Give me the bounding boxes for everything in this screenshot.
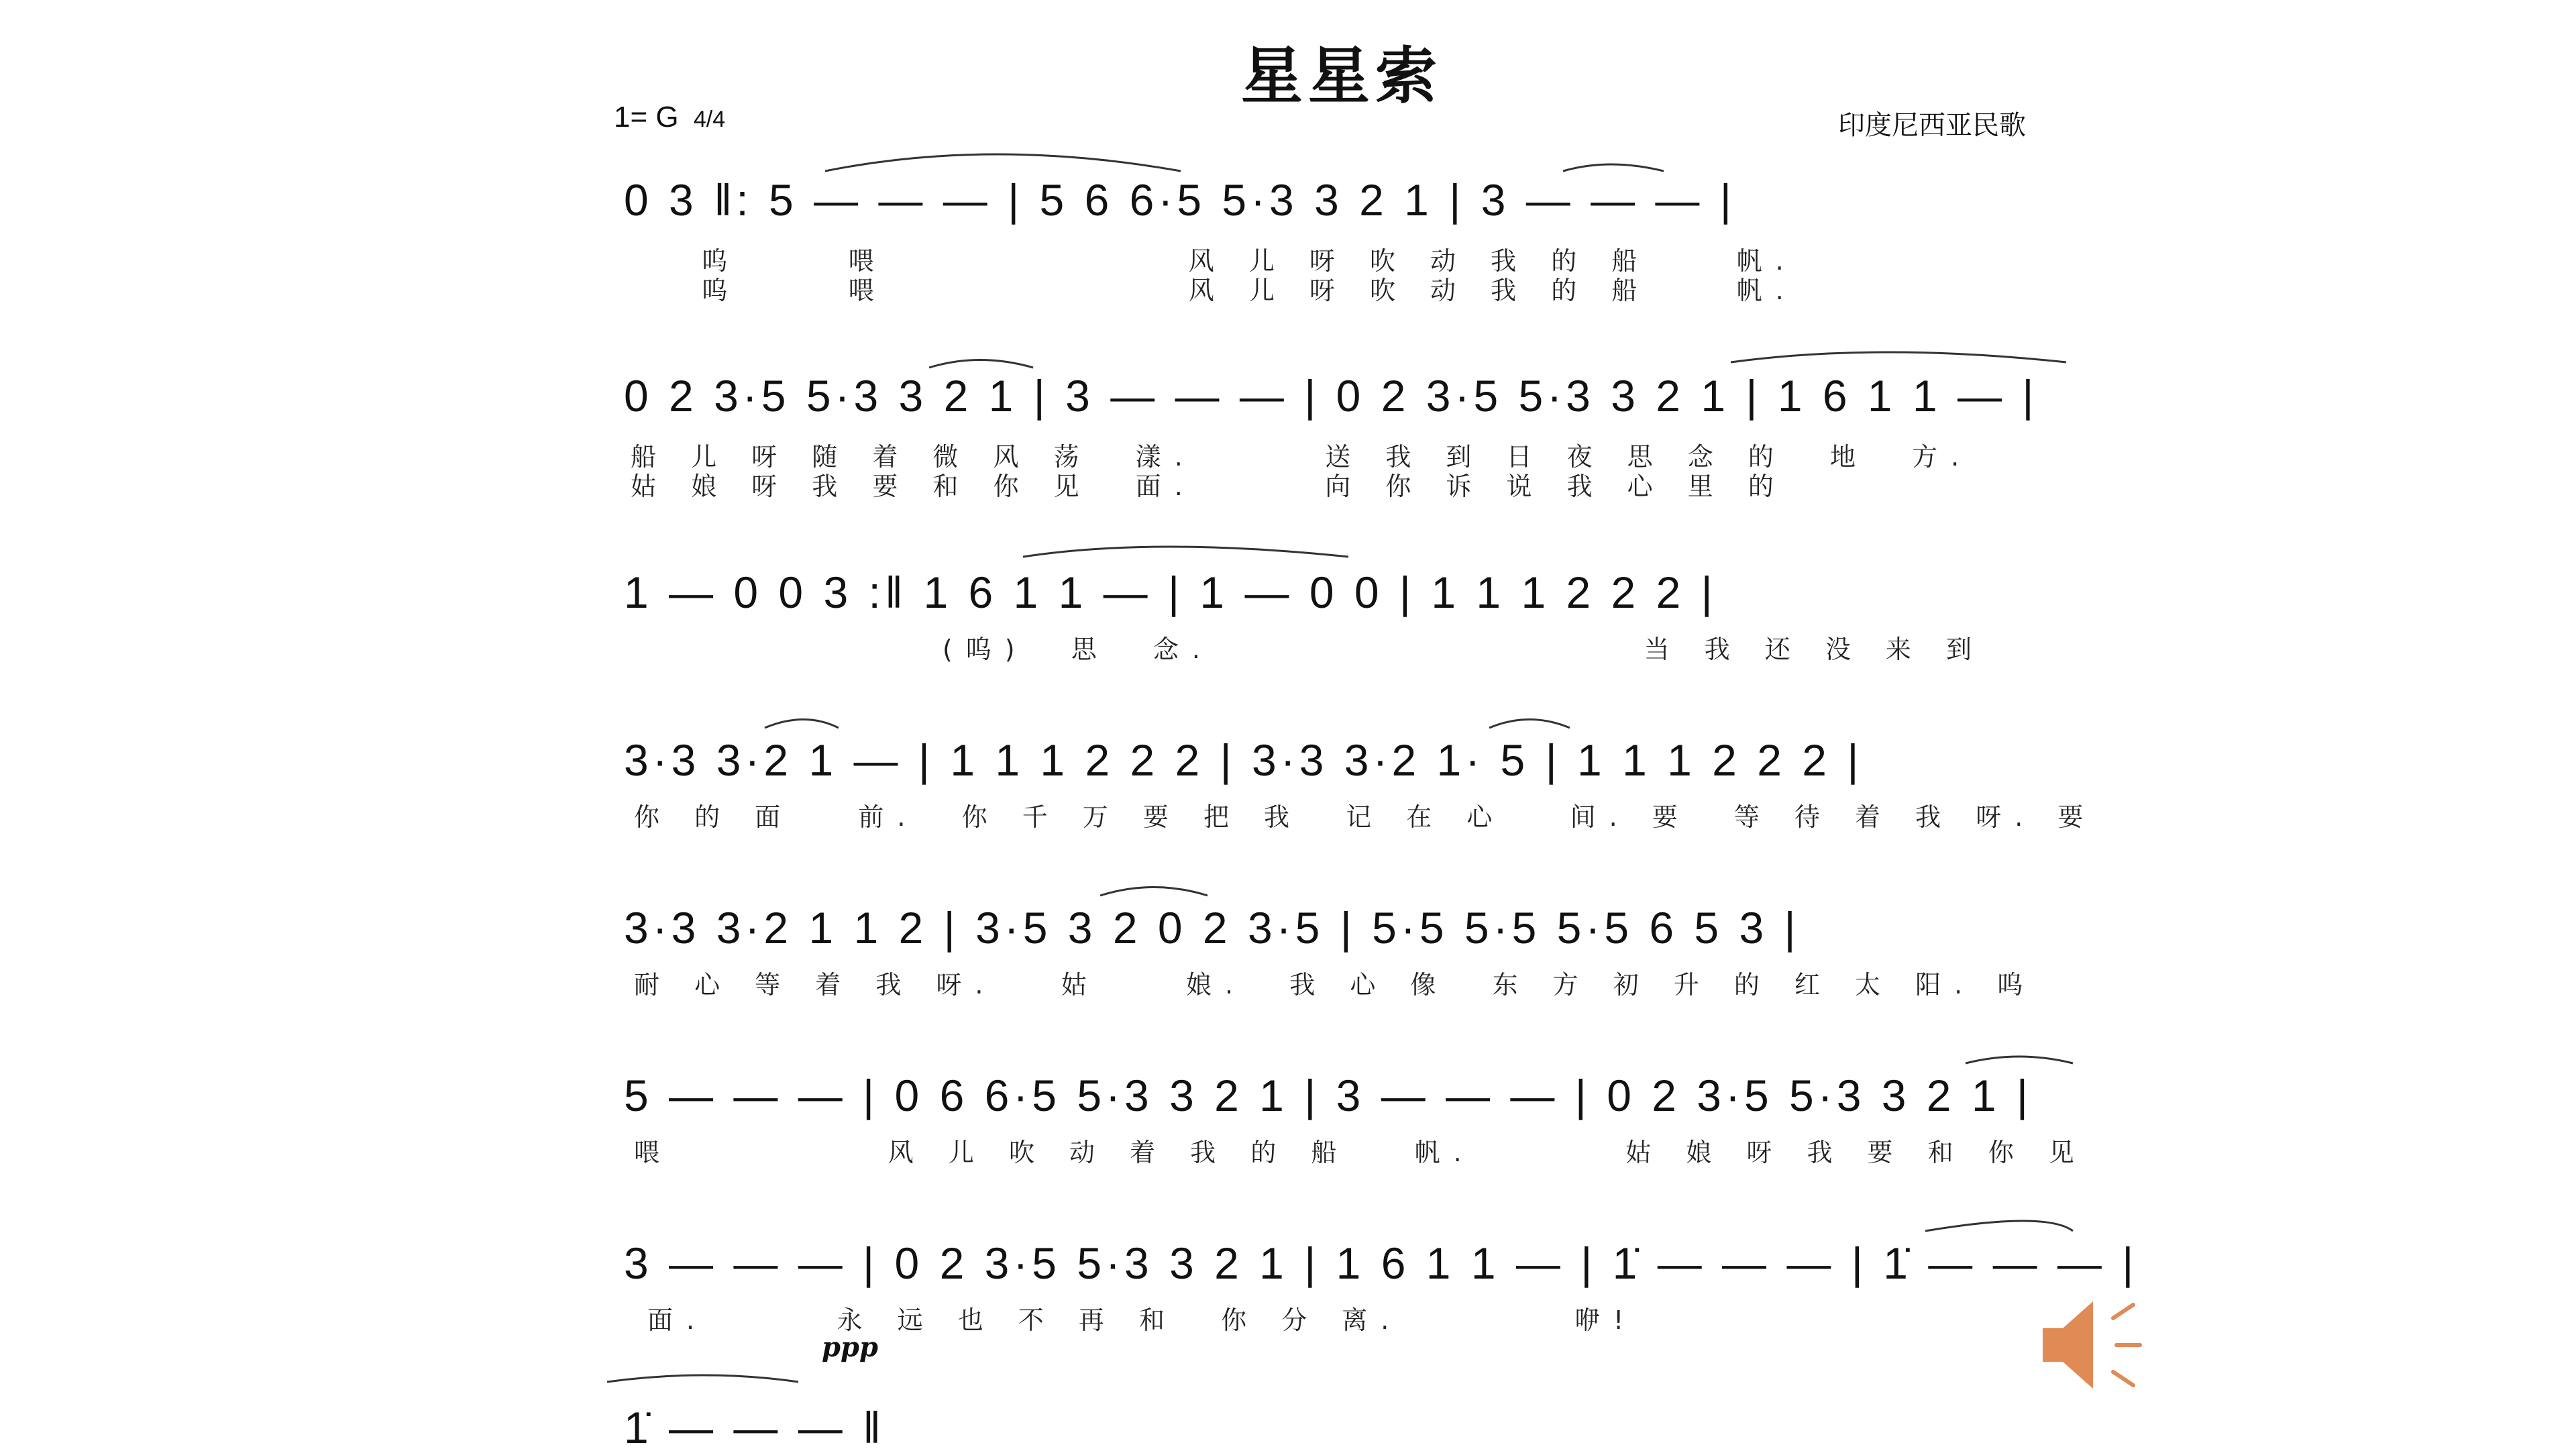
slur: [1100, 887, 1208, 896]
slur: [1489, 720, 1570, 729]
key-label: 1= G: [614, 101, 679, 133]
notation-line: 3·3 3·2 1 — | 1 1 1 2 2 2 | 3·3 3·2 1· 5 | 1 1 1 2 2 2 |: [624, 735, 1863, 785]
slur: [1023, 547, 1348, 557]
slur: [929, 360, 1033, 368]
time-signature: 4/4: [693, 107, 726, 132]
lyrics-line: 姑 娘 呀 我 要 和 你 见 面. 向 你 诉 说 我 心 里 的: [631, 472, 1787, 501]
song-title: 星星索: [1241, 40, 1443, 112]
slur: [1731, 352, 2066, 362]
slur: [1563, 164, 1664, 171]
slur: [1966, 1057, 2073, 1063]
slur: [1925, 1221, 2073, 1231]
notation-line: 0 2 3·5 5·3 3 2 1 | 3 — — — | 0 2 3·5 5·3 3 2 1 | 1 6 1 1 — |: [624, 371, 2038, 421]
slur: [765, 720, 839, 729]
song-origin: 印度尼西亚民歌: [1838, 110, 2026, 141]
lyrics-line: 耐 心 等 着 我 呀. 姑 娘. 我 心 像 东 方 初 升 的 红 太 阳. 呜: [634, 970, 2037, 1000]
lyrics-line: 面. 永 远 也 不 再 和 你 分 离. 咿!: [647, 1305, 1638, 1335]
lyrics-line: 呜 喂 风 儿 呀 吹 动 我 的 船 帆.: [637, 246, 1797, 276]
lyrics-line: 你 的 面 前. 你 千 万 要 把 我 记 在 心 间. 要 等 待 着 我 呀. 要: [634, 802, 2097, 832]
notation-line: 1̇ — — — ‖: [624, 1403, 885, 1452]
lyrics-line: 船 儿 呀 随 着 微 风 荡 漾. 送 我 到 日 夜 思 念 的 地 方.: [631, 442, 1973, 472]
notation-line: 0 3 ‖: 5 — — — | 5 6 6·5 5·3 3 2 1 | 3 — — — |: [624, 175, 1735, 225]
lyrics-line: 喂 风 儿 吹 动 着 我 的 船 帆. 姑 娘 呀 我 要 和 你 见: [634, 1138, 2088, 1167]
notation-line: 1 — 0 0 3 :‖ 1 6 1 1 — | 1 — 0 0 | 1 1 1 2 2 2 |: [624, 568, 1717, 617]
slur: [607, 1375, 798, 1382]
notation-line: 3·3 3·2 1 1 2 | 3·5 3 2 0 2 3·5 | 5·5 5·5 5·5 6 5 3 |: [624, 903, 1800, 953]
lyrics-line: (呜) 思 念. 当 我 还 没 来 到: [684, 635, 1985, 664]
notation-line: 3 — — — | 0 2 3·5 5·3 3 2 1 | 1 6 1 1 — | 1̇ — — — | 1̇ — — — |: [624, 1238, 2138, 1288]
speaker-icon[interactable]: [2039, 1298, 2153, 1392]
dynamic-marking: ppp: [822, 1332, 878, 1363]
slur: [825, 154, 1181, 171]
notation-line: 5 — — — | 0 6 6·5 5·3 3 2 1 | 3 — — — | 0 2 3·5 5·3 3 2 1 |: [624, 1071, 2033, 1120]
lyrics-line: 呜 喂 风 儿 呀 吹 动 我 的 船 帆.: [637, 276, 1797, 305]
